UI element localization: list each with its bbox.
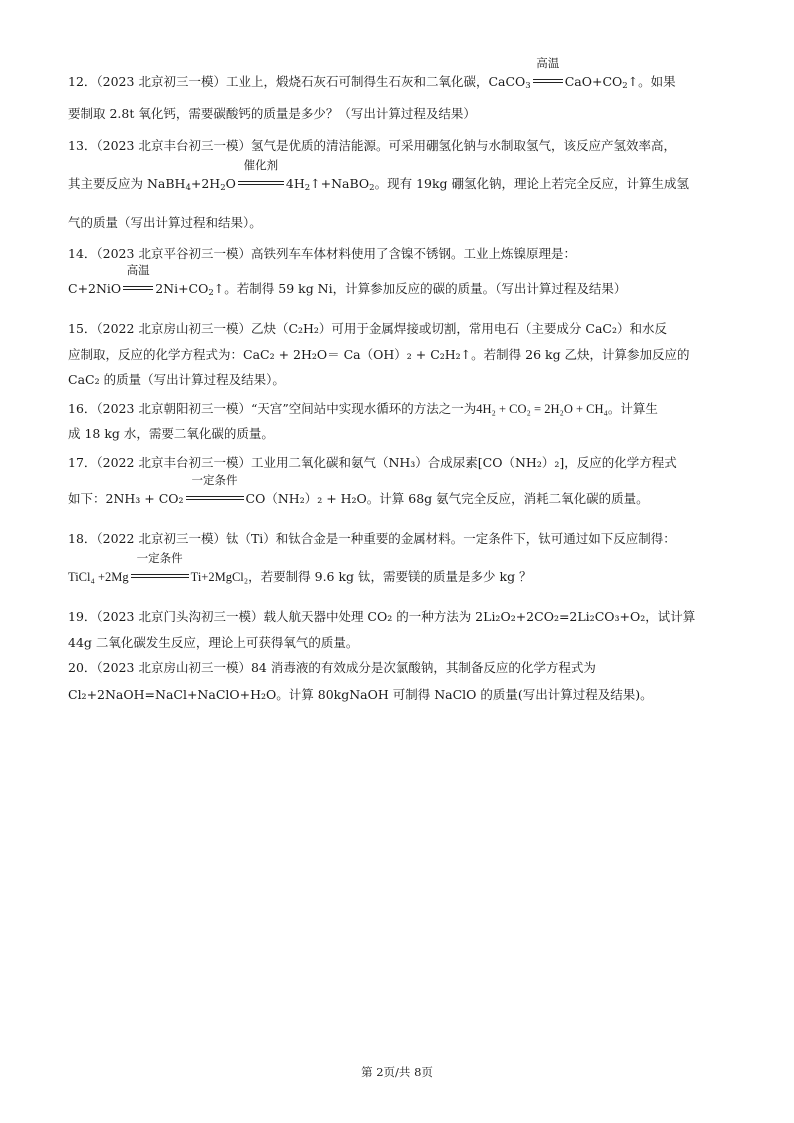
q14-text-c: ↑。若制得 59 kg Ni，计算参加反应的碳的质量。（写出计算过程及结果） — [213, 281, 627, 296]
q18-text-b: Ti+2MgCl₂ — [190, 570, 249, 584]
q14-text-b: 2Ni+CO — [155, 281, 209, 296]
q13-condition-label: 催化剂 — [243, 158, 279, 172]
question-12-line-2: 要制取 2.8t 氧化钙，需要碳酸钙的质量是多少？（写出计算过程及结果） — [68, 106, 476, 121]
q17-condition — [184, 473, 246, 509]
q14-condition-label: 高温 — [126, 263, 150, 277]
question-14-line-1: 14．（2023 北京平谷初三一模）高铁列车车体材料使用了含镍不锈钢。工业上炼镍原理是： — [68, 246, 576, 261]
q18-condition-label: 一定条件 — [136, 551, 183, 565]
q12-condition-label: 高温 — [536, 56, 560, 70]
question-14-line-2: C+2NiO 高温 $2Ni+CO_2↑$。若制得 59 kg Ni，计算参加反应的碳的质量。（写出计算过程及结果） — [68, 263, 627, 298]
q13-text-d: 4H — [285, 176, 305, 191]
question-13-line-2: 其主要反应为 $NaBH_4+2H_2O$ 催化剂 $4H_2↑+NaBO_2$。现有 19kg 硼氢化钠，理论上若完全反应，计算生成氢 — [68, 158, 690, 193]
question-13-line-3: 气的质量（写出计算过程和结果）。 — [68, 215, 262, 230]
question-15-line-1: 15．（2022 北京房山初三一模）乙炔（C₂H₂）可用于金属焊接或切割，常用电石（主要成分 CaC₂）和水反 — [68, 321, 667, 336]
q17-condition-label: 一定条件 — [191, 473, 238, 487]
q18-text-c: ，若要制得 9.6 kg 钛，需要镁的质量是多少 kg ？ — [248, 569, 532, 584]
q13-text-b: +2H — [190, 176, 221, 191]
question-15-line-2: 应制取，反应的化学方程式为：CaC₂ + 2H₂O＝ Ca（OH）₂ + C₂H₂↑。若制得 26 kg 乙炔，计算参加反应的 — [68, 347, 690, 362]
question-19-line-2: 44g 二氧化碳发生反应，理论上可获得氧气的质量。 — [68, 635, 359, 650]
q12-text-a: 12．（2023 北京初三一模）工业上，煅烧石灰石可制得生石灰和二氧化碳，CaCO — [68, 74, 526, 89]
q17-text-a: 如下：2NH₃ + CO₂ — [68, 491, 184, 506]
q16-text-c: 。计算生 — [607, 401, 658, 416]
question-18-line-2 — [68, 551, 532, 587]
q16-text-a: 16．（2023 北京朝阳初三一模）“天宫”空间站中实现水循环的方法之一为 — [68, 401, 477, 416]
question-12-line-1: 12．（2023 北京初三一模）工业上，煅烧石灰石可制得生石灰和二氧化碳，CaCO$_3$ 高温 $CaO+CO_2↑$。如果 — [68, 56, 676, 91]
q13-text-f: 。现有 19kg 硼氢化钠，理论上若完全反应，计算生成氢 — [374, 176, 690, 191]
q12-condition — [531, 56, 565, 92]
question-19-line-1: 19．（2023 北京门头沟初三一模）载人航天器中处理 CO₂ 的一种方法为 2Li₂O₂+2CO₂=2Li₂CO₃+O₂，试计算 — [68, 609, 696, 624]
question-15-line-3: CaC₂ 的质量（写出计算过程及结果）。 — [68, 372, 285, 387]
q12-text-b: CaO+CO — [564, 74, 623, 89]
question-18-line-1: 18．（2022 北京初三一模）钛（Ti）和钛合金是一种重要的金属材料。一定条件下，钛可通过如下反应制得： — [68, 531, 676, 546]
question-17-line-2 — [68, 473, 649, 509]
q18-text-a: TiCl₄ +2Mg — [68, 570, 129, 584]
question-16-line-1 — [68, 399, 658, 419]
question-20-line-1: 20．（2023 北京房山初三一模）84 消毒液的有效成分是次氯酸钠，其制备反应的化学方程式为 — [68, 660, 596, 675]
q18-condition — [129, 551, 191, 587]
q16-equation: 4H₂ + CO₂ = 2H₂O + CH₄ — [476, 402, 608, 416]
question-13-line-1: 13．（2023 北京丰台初三一模）氢气是优质的清洁能源。可采用硼氢化钠与水制取氢气，该反应产氢效率高， — [68, 138, 676, 153]
q17-text-b: CO（NH₂）₂ + H₂O。计算 68g 氨气完全反应，消耗二氧化碳的质量。 — [245, 491, 649, 506]
page-number-footer: 第 2页/共 8页 — [361, 1065, 433, 1079]
q13-condition — [236, 158, 286, 194]
question-17-line-1: 17．（2022 北京丰台初三一模）工业用二氧化碳和氨气（NH₃）合成尿素[CO（NH₂）₂]，反应的化学方程式 — [68, 455, 677, 470]
question-20-line-2: Cl₂+2NaOH=NaCl+NaClO+H₂O。计算 80kgNaOH 可制得 NaClO 的质量(写出计算过程及结果)。 — [68, 687, 653, 702]
q13-text-a: 其主要反应为 NaBH — [68, 176, 186, 191]
question-16-line-2: 成 18 kg 水，需要二氧化碳的质量。 — [68, 426, 274, 441]
q12-text-c: ↑。如果 — [627, 74, 676, 89]
q13-text-e: ↑+NaBO — [310, 176, 370, 191]
q13-text-c: O — [225, 176, 236, 191]
q14-text-a: C+2NiO — [68, 281, 122, 296]
q14-condition — [121, 263, 155, 299]
